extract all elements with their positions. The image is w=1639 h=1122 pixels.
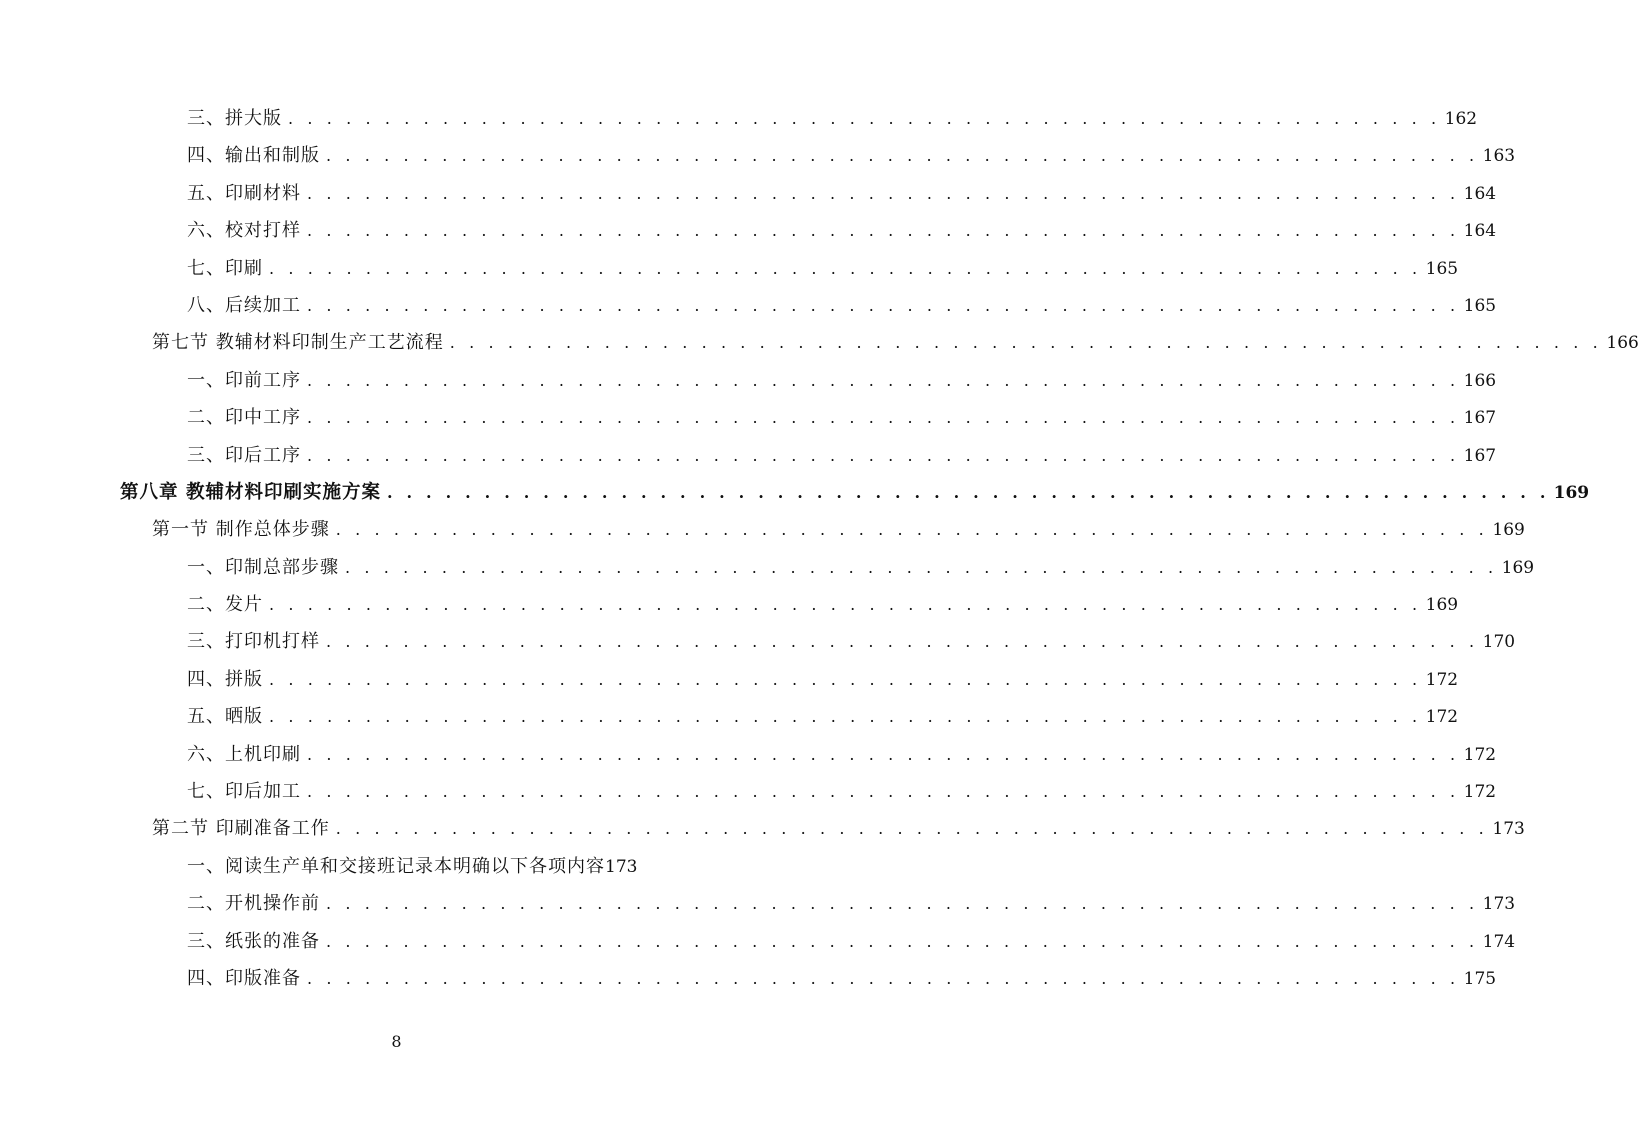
toc-entry-title: 四、拼版 bbox=[187, 668, 263, 690]
toc-entry-page-number: 167 bbox=[1463, 408, 1497, 429]
toc-dot-leader: . . . . . . . . . . . . . . . . . . . . . . . . . . . . . . . . . . . . . . . . . . . . . . . . . . . . . . . . . . . . bbox=[449, 333, 1603, 353]
toc-dot-leader: . . . . . . . . . . . . . . . . . . . . . . . . . . . . . . . . . . . . . . . . . . . . . . . . . . . . . . . . . . . . bbox=[307, 221, 1460, 241]
toc-dot-leader: . . . . . . . . . . . . . . . . . . . . . . . . . . . . . . . . . . . . . . . . . . . . . . . . . . . . . . . . . . . . bbox=[307, 370, 1460, 390]
table-of-contents bbox=[0, 100, 1639, 997]
toc-entry-page-number: 165 bbox=[1463, 295, 1497, 316]
toc-subsection-entry[interactable] bbox=[0, 661, 1459, 698]
toc-section-entry[interactable] bbox=[0, 511, 1525, 548]
toc-entry-page-number: 169 bbox=[1425, 595, 1459, 616]
toc-entry-title: 第八章 教辅材料印刷实施方案 bbox=[120, 481, 381, 503]
toc-entry-title: 八、后续加工 bbox=[187, 294, 301, 316]
toc-entry-page-number: 170 bbox=[1482, 632, 1516, 653]
toc-subsection-entry[interactable] bbox=[0, 287, 1497, 324]
toc-dot-leader: . . . . . . . . . . . . . . . . . . . . . . . . . . . . . . . . . . . . . . . . . . . . . . . . . . . . . . . . . . . . bbox=[326, 632, 1479, 652]
toc-dot-leader: . . . . . . . . . . . . . . . . . . . . . . . . . . . . . . . . . . . . . . . . . . . . . . . . . . . . . . . . . . . . bbox=[307, 445, 1460, 465]
toc-entry-title: 三、纸张的准备 bbox=[187, 930, 320, 952]
toc-subsection-entry[interactable] bbox=[0, 362, 1497, 399]
toc-entry-page-number: 166 bbox=[1463, 370, 1497, 391]
toc-section-entry[interactable] bbox=[0, 324, 1639, 361]
toc-section-entry[interactable] bbox=[0, 810, 1525, 847]
toc-entry-title: 三、拼大版 bbox=[187, 108, 282, 129]
toc-subsection-entry[interactable] bbox=[0, 437, 1497, 474]
toc-dot-leader: . . . . . . . . . . . . . . . . . . . . . . . . . . . . . . . . . . . . . . . . . . . . . . . . . . . . . . . . . . . . bbox=[307, 782, 1460, 802]
toc-dot-leader: . . . . . . . . . . . . . . . . . . . . . . . . . . . . . . . . . . . . . . . . . . . . . . . . . . . . . . . . . . . . bbox=[288, 109, 1441, 128]
toc-dot-leader: . . . . . . . . . . . . . . . . . . . . . . . . . . . . . . . . . . . . . . . . . . . . . . . . . . . . . . . . . . . . bbox=[335, 520, 1489, 540]
toc-subsection-entry[interactable] bbox=[0, 399, 1497, 436]
toc-entry-page-number: 172 bbox=[1425, 707, 1459, 728]
toc-dot-leader: . . . . . . . . . . . . . . . . . . . . . . . . . . . . . . . . . . . . . . . . . . . . . . . . . . . . . . . . . . . . bbox=[345, 557, 1498, 577]
toc-entry-title: 五、印刷材料 bbox=[187, 182, 301, 204]
toc-entry-page-number: 164 bbox=[1463, 221, 1497, 242]
toc-entry-page-number: 164 bbox=[1463, 183, 1497, 204]
page-number: 8 bbox=[391, 1032, 402, 1051]
toc-entry-title: 三、印后工序 bbox=[187, 444, 301, 466]
toc-entry-title: 一、阅读生产单和交接班记录本明确以下各项内容 bbox=[187, 855, 605, 877]
toc-entry-page-number: 166 bbox=[1606, 333, 1639, 354]
toc-dot-leader: . . . . . . . . . . . . . . . . . . . . . . . . . . . . . . . . . . . . . . . . . . . . . . . . . . . . . . . . . . . . bbox=[307, 183, 1460, 203]
toc-entry-page-number: 172 bbox=[1425, 669, 1459, 690]
toc-entry-title: 七、印后加工 bbox=[187, 781, 301, 803]
toc-dot-leader: . . . . . . . . . . . . . . . . . . . . . . . . . . . . . . . . . . . . . . . . . . . . . . . . . . . . . . . . . . . . bbox=[307, 408, 1460, 428]
toc-entry-page-number: 175 bbox=[1463, 968, 1497, 989]
toc-entry-title: 第一节 制作总体步骤 bbox=[152, 519, 330, 541]
toc-entry-title: 四、印版准备 bbox=[187, 967, 301, 989]
toc-subsection-entry[interactable] bbox=[0, 885, 1516, 922]
toc-dot-leader: . . . . . . . . . . . . . . . . . . . . . . . . . . . . . . . . . . . . . . . . . . . . . . . . . . . . . . . . . . . . bbox=[307, 968, 1460, 988]
toc-entry-page-number: 172 bbox=[1463, 744, 1497, 765]
toc-entry-page-number: 169 bbox=[1501, 557, 1535, 578]
toc-entry-page-number: 165 bbox=[1425, 258, 1459, 279]
toc-subsection-entry[interactable] bbox=[0, 848, 793, 885]
toc-entry-title: 五、晒版 bbox=[187, 706, 263, 728]
toc-dot-leader: . . . . . . . . . . . . . . . . . . . . . . . . . . . . . . . . . . . . . . . . . . . . . . . . . . . . . . . . . . . . bbox=[326, 931, 1479, 951]
toc-subsection-entry[interactable] bbox=[0, 250, 1459, 287]
toc-entry-title: 第七节 教辅材料印制生产工艺流程 bbox=[152, 332, 444, 354]
toc-entry-title: 一、印前工序 bbox=[187, 369, 301, 391]
toc-entry-title: 四、输出和制版 bbox=[187, 145, 320, 167]
toc-subsection-entry[interactable] bbox=[0, 212, 1497, 249]
toc-entry-title: 六、校对打样 bbox=[187, 220, 301, 242]
toc-entry-page-number: 167 bbox=[1463, 445, 1497, 466]
toc-dot-leader: . . . . . . . . . . . . . . . . . . . . . . . . . . . . . . . . . . . . . . . . . . . . . . . . . . . . . . . . . . . . bbox=[307, 744, 1460, 764]
toc-entry-page-number: 174 bbox=[1482, 931, 1516, 952]
toc-entry-page-number: 172 bbox=[1463, 782, 1497, 803]
toc-subsection-entry[interactable] bbox=[0, 137, 1516, 174]
toc-subsection-entry[interactable] bbox=[0, 623, 1516, 660]
toc-dot-leader: . . . . . . . . . . . . . . . . . . . . . . . . . . . . . . . . . . . . . . . . . . . . . . . . . . . . . . . . . . . . bbox=[269, 595, 1422, 615]
toc-entry-title: 七、印刷 bbox=[187, 257, 263, 279]
toc-subsection-entry[interactable] bbox=[0, 175, 1497, 212]
toc-subsection-entry[interactable] bbox=[0, 698, 1459, 735]
toc-entry-title: 二、开机操作前 bbox=[187, 893, 320, 915]
toc-entry-page-number: 173 bbox=[605, 856, 638, 877]
toc-entry-page-number: 162 bbox=[1444, 109, 1478, 129]
toc-entry-title: 六、上机印刷 bbox=[187, 743, 301, 765]
toc-entry-title: 二、发片 bbox=[187, 594, 263, 616]
toc-entry-page-number: 173 bbox=[1492, 819, 1525, 840]
toc-dot-leader: . . . . . . . . . . . . . . . . . . . . . . . . . . . . . . . . . . . . . . . . . . . . . . . . . . . . . . . . . . . . bbox=[335, 819, 1489, 839]
toc-subsection-entry[interactable] bbox=[0, 100, 1478, 137]
toc-dot-leader: . . . . . . . . . . . . . . . . . . . . . . . . . . . . . . . . . . . . . . . . . . . . . . . . . . . . . . . . . . . . bbox=[269, 258, 1422, 278]
toc-dot-leader: . . . . . . . . . . . . . . . . . . . . . . . . . . . . . . . . . . . . . . . . . . . . . . . . . . . . . . . . . . . . bbox=[326, 894, 1479, 914]
toc-entry-page-number: 173 bbox=[1482, 894, 1516, 915]
toc-entry-title: 二、印中工序 bbox=[187, 407, 301, 429]
toc-chapter-entry[interactable] bbox=[0, 474, 1590, 511]
toc-subsection-entry[interactable] bbox=[0, 736, 1497, 773]
toc-subsection-entry[interactable] bbox=[0, 923, 1516, 960]
toc-entry-page-number: 169 bbox=[1553, 482, 1590, 503]
toc-entry-page-number: 163 bbox=[1482, 146, 1516, 167]
toc-subsection-entry[interactable] bbox=[0, 773, 1497, 810]
toc-subsection-entry[interactable] bbox=[0, 586, 1459, 623]
toc-dot-leader: . . . . . . . . . . . . . . . . . . . . . . . . . . . . . . . . . . . . . . . . . . . . . . . . . . . . . . . . . . . . bbox=[269, 669, 1422, 689]
toc-subsection-entry[interactable] bbox=[0, 549, 1535, 586]
toc-entry-page-number: 169 bbox=[1492, 520, 1525, 541]
toc-dot-leader: . . . . . . . . . . . . . . . . . . . . . . . . . . . . . . . . . . . . . . . . . . . . . . . . . . . . . . . . . . . . bbox=[307, 295, 1460, 315]
toc-dot-leader: . . . . . . . . . . . . . . . . . . . . . . . . . . . . . . . . . . . . . . . . . . . . . . . . . . . . . . . . . . . . bbox=[269, 707, 1422, 727]
toc-subsection-entry[interactable] bbox=[0, 960, 1497, 997]
toc-entry-title: 三、打印机打样 bbox=[187, 631, 320, 653]
toc-entry-title: 第二节 印刷准备工作 bbox=[152, 818, 330, 840]
toc-dot-leader: . . . . . . . . . . . . . . . . . . . . . . . . . . . . . . . . . . . . . . . . . . . . . . . . . . . . . . . . . . . . bbox=[386, 482, 1550, 502]
toc-entry-title: 一、印制总部步骤 bbox=[187, 556, 339, 578]
toc-dot-leader: . . . . . . . . . . . . . . . . . . . . . . . . . . . . . . . . . . . . . . . . . . . . . . . . . . . . . . . . . . . . bbox=[326, 146, 1479, 166]
